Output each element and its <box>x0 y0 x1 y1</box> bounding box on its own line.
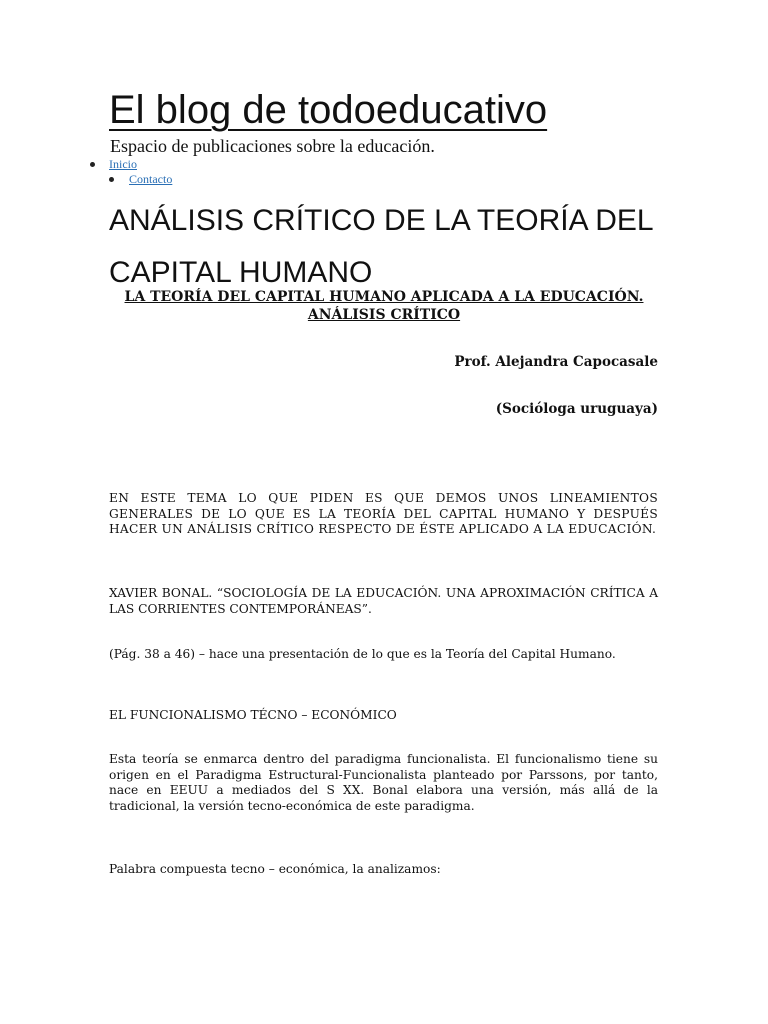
nav-item-inicio <box>88 157 172 172</box>
bullet-icon <box>109 177 114 182</box>
document-heading: LA TEORÍA DEL CAPITAL HUMANO APLICADA A LA EDUCACIÓN. ANÁLISIS CRÍTICO <box>124 289 644 323</box>
nav-link-inicio[interactable]: Inicio <box>109 157 137 171</box>
paragraph-body: Esta teoría se enmarca dentro del paradigma funcionalista. El funcionalismo tiene su origen en el Paradigma Estructural-Funcionalista planteado por Parssons, por tanto, nace en EEUU a mediados del S XX. Bonal elabora una versión, más allá de la tradicional, la versión tecno-económica de este paradigma. <box>109 752 658 813</box>
author-role: (Socióloga uruguaya) <box>495 401 658 417</box>
nav-link-contacto[interactable]: Contacto <box>129 172 173 186</box>
nav-item-contacto <box>88 172 172 187</box>
bullet-icon <box>90 162 95 167</box>
paragraph-reference: XAVIER BONAL. “SOCIOLOGÍA DE LA EDUCACIÓN. UNA APROXIMACIÓN CRÍTICA A LAS CORRIENTES CONTEMPORÁNEAS”. <box>109 586 658 616</box>
nav-menu <box>88 157 172 187</box>
paragraph-pages: (Pág. 38 a 46) – hace una presentación de lo que es la Teoría del Capital Humano. <box>109 647 616 661</box>
paragraph-intro: EN ESTE TEMA LO QUE PIDEN ES QUE DEMOS UNOS LINEAMIENTOS GENERALES DE LO QUE ES LA TEORÍA DEL CAPITAL HUMANO Y DESPUÉS HACER UN ANÁLISIS CRÍTICO RESPECTO DE ÉSTE APLICADO A LA EDUCACIÓN. <box>109 491 658 536</box>
author-name: Prof. Alejandra Capocasale <box>454 354 658 370</box>
section-heading: EL FUNCIONALISMO TÉCNO – ECONÓMICO <box>109 708 397 722</box>
post-title: ANÁLISIS CRÍTICO DE LA TEORÍA DEL CAPITAL HUMANO <box>109 204 653 289</box>
blog-subtitle: Espacio de publicaciones sobre la educación. <box>110 136 435 156</box>
blog-title[interactable]: El blog de todoeducativo <box>109 88 548 132</box>
paragraph-closing: Palabra compuesta tecno – económica, la analizamos: <box>109 862 441 876</box>
